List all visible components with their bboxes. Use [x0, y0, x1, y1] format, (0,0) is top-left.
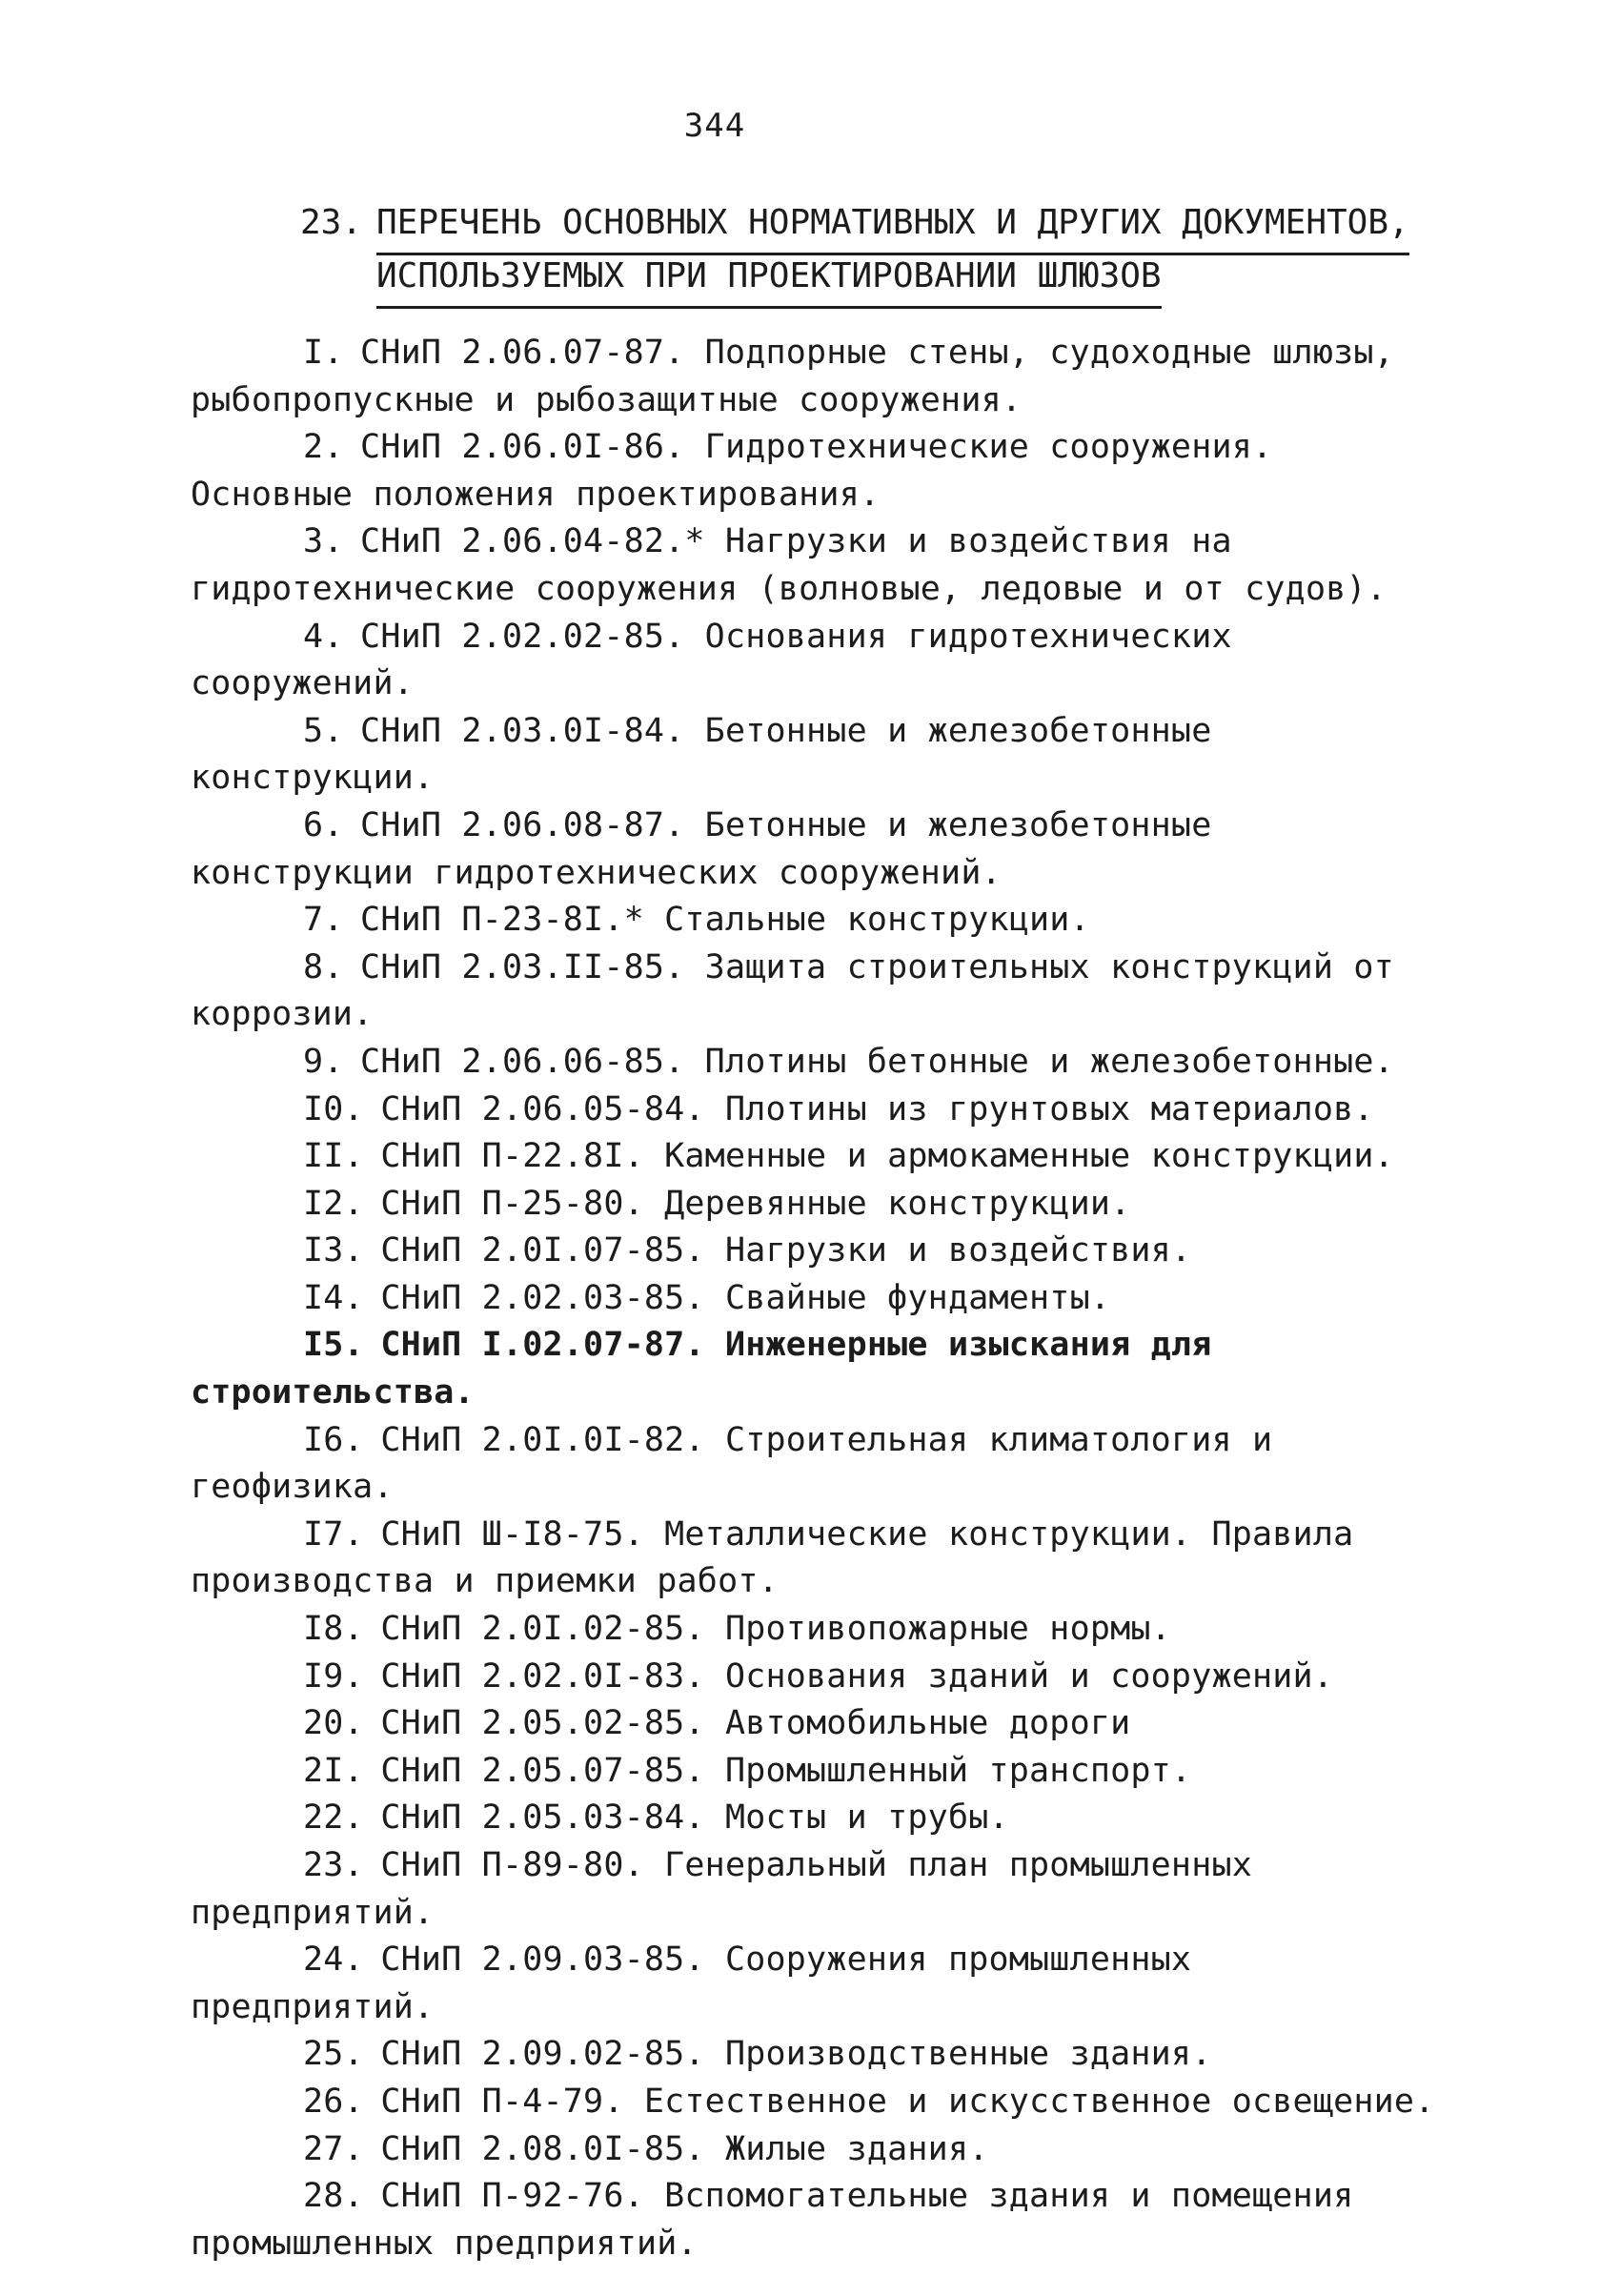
section-number: 23. [300, 203, 363, 242]
reference-text: СНиП 2.05.07-85. Промышленный транспорт. [380, 1751, 1192, 1790]
reference-item [191, 1087, 1448, 1134]
reference-number: II. [303, 1137, 364, 1176]
reference-text: СНиП 2.06.06-85. Плотины бетонные и железобетонные. [360, 1042, 1394, 1081]
reference-text: СНиП 2.03.0I-84. Бетонные и железобетонные конструкции. [191, 711, 1212, 798]
reference-number: I3. [303, 1231, 364, 1270]
reference-number: 7. [303, 901, 344, 940]
reference-number: I4. [303, 1278, 364, 1317]
reference-number: I0. [303, 1089, 364, 1128]
reference-item [191, 1039, 1448, 1087]
reference-text: СНиП I.02.07-87. Инженерные изыскания для строительства. [191, 1326, 1212, 1412]
reference-number: 2I. [303, 1751, 364, 1790]
reference-item [191, 897, 1448, 945]
reference-text: СНиП 2.06.05-84. Плотины из грунтовых материалов. [380, 1089, 1374, 1128]
reference-text: СНиП 2.0I.02-85. Противопожарные нормы. [380, 1610, 1171, 1649]
reference-item [191, 1275, 1448, 1323]
reference-item [191, 1417, 1448, 1512]
reference-number: I. [303, 334, 344, 372]
reference-text: СНиП 2.06.04-82.* Нагрузки и воздействия на гидротехнические сооружения (волновые, ледовые и от судов). [191, 522, 1387, 608]
reference-number: I9. [303, 1656, 364, 1696]
reference-item [191, 2079, 1448, 2126]
reference-item [191, 330, 1448, 424]
reference-number: 23. [303, 1846, 364, 1884]
reference-number: 6. [303, 805, 344, 844]
reference-item [191, 1322, 1448, 1416]
reference-number: I2. [303, 1184, 364, 1223]
reference-number: 2. [303, 428, 344, 467]
reference-text: СНиП 2.05.03-84. Мосты и трубы. [380, 1798, 1009, 1838]
reference-text: СНиП 2.06.08-87. Бетонные и железобетонные конструкции гидротехнических сооружений. [191, 805, 1212, 892]
reference-number: I6. [303, 1420, 364, 1459]
reference-text: СНиП 2.09.02-85. Производственные здания. [380, 2035, 1212, 2074]
reference-number: 25. [303, 2035, 364, 2074]
reference-item [191, 424, 1448, 518]
reference-text: СНиП 2.08.0I-85. Жилые здания. [380, 2129, 989, 2168]
reference-number: 20. [303, 1704, 364, 1743]
reference-item [191, 945, 1448, 1039]
reference-text: СНиП 2.09.03-85. Сооружения промышленных предприятий. [191, 1940, 1192, 2026]
reference-item [191, 1228, 1448, 1275]
reference-item [191, 1842, 1448, 1937]
reference-number: I7. [303, 1514, 364, 1554]
reference-number: 3. [303, 522, 344, 561]
reference-item [191, 708, 1448, 803]
reference-number: 26. [303, 2082, 364, 2121]
reference-text: СНиП 2.05.02-85. Автомобильные дороги [380, 1704, 1131, 1743]
reference-number: 4. [303, 617, 344, 656]
reference-number: 8. [303, 947, 344, 986]
reference-item [191, 1654, 1448, 1701]
reference-item [191, 2173, 1448, 2267]
reference-list [191, 330, 1448, 2267]
reference-text: СНиП П-25-80. Деревянные конструкции. [380, 1184, 1131, 1223]
reference-text: СНиП П-22.8I. Каменные и армокаменные конструкции. [380, 1137, 1394, 1176]
reference-item [191, 1133, 1448, 1181]
reference-item [191, 614, 1448, 708]
reference-item [191, 518, 1448, 613]
reference-text: СНиП П-23-8I.* Стальные конструкции. [360, 901, 1090, 940]
reference-number: 5. [303, 711, 344, 750]
reference-number: I5. [303, 1326, 364, 1365]
reference-text: СНиП П-4-79. Естественное и искусственное освещение. [380, 2082, 1435, 2121]
reference-item [191, 803, 1448, 897]
reference-number: 9. [303, 1042, 344, 1081]
reference-text: СНиП 2.06.07-87. Подпорные стены, судоходные шлюзы, рыбопропускные и рыбозащитные сооружения. [191, 334, 1394, 419]
reference-number: 22. [303, 1798, 364, 1838]
reference-text: СНиП П-89-80. Генеральный план промышленных предприятий. [191, 1846, 1253, 1932]
reference-number: I8. [303, 1610, 364, 1649]
reference-item [191, 2031, 1448, 2079]
reference-text: СНиП 2.06.0I-86. Гидротехнические сооружения. Основные положения проектирования. [191, 428, 1273, 514]
reference-item [191, 1937, 1448, 2031]
reference-item [191, 1512, 1448, 1606]
reference-item [191, 1606, 1448, 1654]
reference-text: СНиП 2.02.02-85. Основания гидротехнических сооружений. [191, 617, 1232, 703]
reference-number: 28. [303, 2177, 364, 2216]
section-title-line-1: ПЕРЕЧЕНЬ ОСНОВНЫХ НОРМАТИВНЫХ И ДРУГИХ ДОКУМЕНТОВ, [376, 195, 1409, 255]
reference-item [191, 1181, 1448, 1229]
reference-item [191, 2126, 1448, 2174]
reference-text: СНиП 2.02.03-85. Свайные фундаменты. [380, 1278, 1111, 1317]
reference-text: СНиП 2.02.0I-83. Основания зданий и сооружений. [380, 1656, 1334, 1696]
reference-number: 24. [303, 1940, 364, 1980]
page-number: 344 [683, 107, 746, 145]
reference-text: СНиП П-92-76. Вспомогательные здания и помещения промышленных предприятий. [191, 2177, 1354, 2263]
reference-number: 27. [303, 2129, 364, 2168]
reference-text: СНиП 2.03.II-85. Защита строительных конструкций от коррозии. [191, 947, 1394, 1034]
reference-text: СНиП 2.0I.0I-82. Строительная климатология и геофизика. [191, 1420, 1273, 1507]
section-title-line-2: ИСПОЛЬЗУЕМЫХ ПРИ ПРОЕКТИРОВАНИИ ШЛЮЗОВ [376, 249, 1162, 309]
reference-text: СНиП Ш-I8-75. Металлические конструкции. Правила производства и приемки работ. [191, 1514, 1354, 1601]
reference-item [191, 1748, 1448, 1796]
reference-text: СНиП 2.0I.07-85. Нагрузки и воздействия. [380, 1231, 1192, 1270]
reference-item [191, 1700, 1448, 1748]
reference-item [191, 1795, 1448, 1842]
